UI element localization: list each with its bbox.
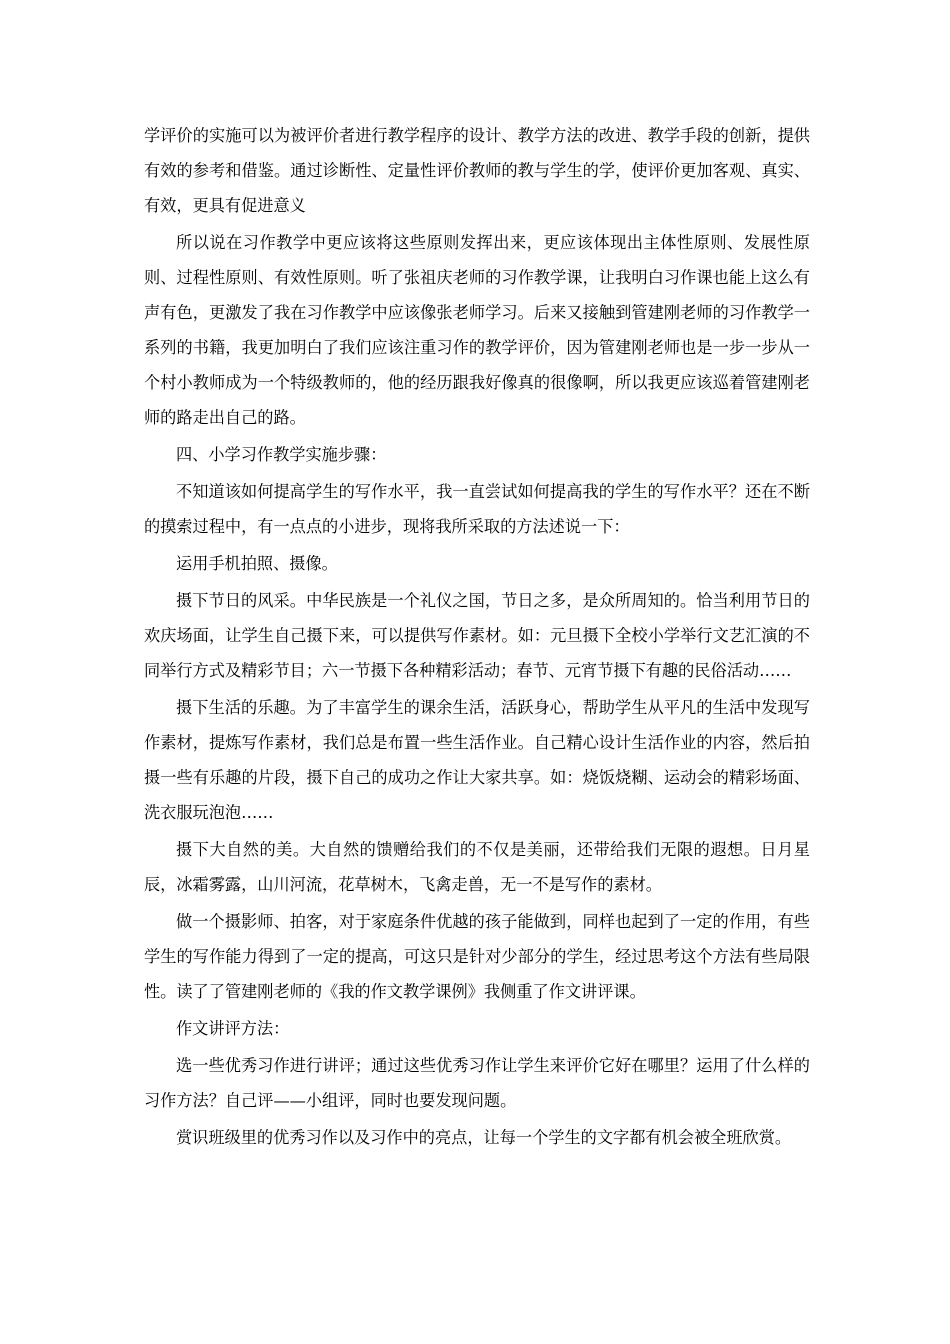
paragraph-review-method-heading: 作文讲评方法： xyxy=(176,1019,290,1038)
paragraph-life-fun: 摄下生活的乐趣。为了丰富学生的课余生活，活跃身心，帮助学生从平凡的生活中发现写作素材，提炼写作素材，我们总是布置一些生活作业。自己精心设计生活作业的内容，然后拍摄一些有乐趣的片段，摄下自己的成功之作让大家共享。如：烧饭烧糊、运动会的精彩场面、洗衣服玩泡泡…… xyxy=(144,698,810,822)
document-body xyxy=(144,118,810,1157)
paragraph-nature: 摄下大自然的美。大自然的馈赠给我们的不仅是美丽，还带给我们无限的遐想。日月星辰，冰霜雾露，山川河流，花草树木，飞禽走兽，无一不是写作的素材。 xyxy=(144,840,810,894)
paragraph-select-excellent: 选一些优秀习作进行讲评；通过这些优秀习作让学生来评价它好在哪里？运用了什么样的习作方法？自己评——小组评，同时也要发现问题。 xyxy=(144,1056,810,1110)
paragraph-festivals: 摄下节日的风采。中华民族是一个礼仪之国，节日之多，是众所周知的。恰当利用节日的欢庆场面，让学生自己摄下来，可以提供写作素材。如：元旦摄下全校小学举行文艺汇演的不同举行方式及精彩节目；六一节摄下各种精彩活动；春节、元宵节摄下有趣的民俗活动…… xyxy=(144,591,810,680)
section-heading-steps: 四、小学习作教学实施步骤： xyxy=(176,445,387,464)
paragraph-principles: 所以说在习作教学中更应该将这些原则发挥出来，更应该体现出主体性原则、发展性原则、过程性原则、有效性原则。听了张祖庆老师的习作教学课，让我明白习作课也能上这么有声有色，更激发了我在习作教学中应该像张老师学习。后来又接触到管建刚老师的习作教学一系列的书籍，我更加明白了我们应该注重习作的教学评价，因为管建刚老师也是一步一步从一个村小教师成为一个特级教师的，他的经历跟我好像真的很像啊，所以我更应该巡着管建刚老师的路走出自己的路。 xyxy=(144,233,810,427)
paragraph-photographer: 做一个摄影师、拍客，对于家庭条件优越的孩子能做到，同样也起到了一定的作用，有些学生的写作能力得到了一定的提高，可这只是针对少部分的学生，经过思考这个方法有些局限性。读了了管建刚老师的《我的作文教学课例》我侧重了作文讲评课。 xyxy=(144,912,810,1001)
paragraph-appreciate: 赏识班级里的优秀习作以及习作中的亮点，让每一个学生的文字都有机会被全班欣赏。 xyxy=(176,1128,792,1147)
paragraph-intro-methods: 不知道该如何提高学生的写作水平，我一直尝试如何提高我的学生的写作水平？还在不断的摸索过程中，有一点点的小进步，现将我所采取的方法述说一下： xyxy=(144,482,810,536)
paragraph-use-phone-camera: 运用手机拍照、摄像。 xyxy=(176,554,338,573)
paragraph-evaluation-continued: 学评价的实施可以为被评价者进行教学程序的设计、教学方法的改进、教学手段的创新，提供有效的参考和借鉴。通过诊断性、定量性评价教师的教与学生的学，使评价更加客观、真实、有效，更具有促进意义 xyxy=(144,126,810,215)
